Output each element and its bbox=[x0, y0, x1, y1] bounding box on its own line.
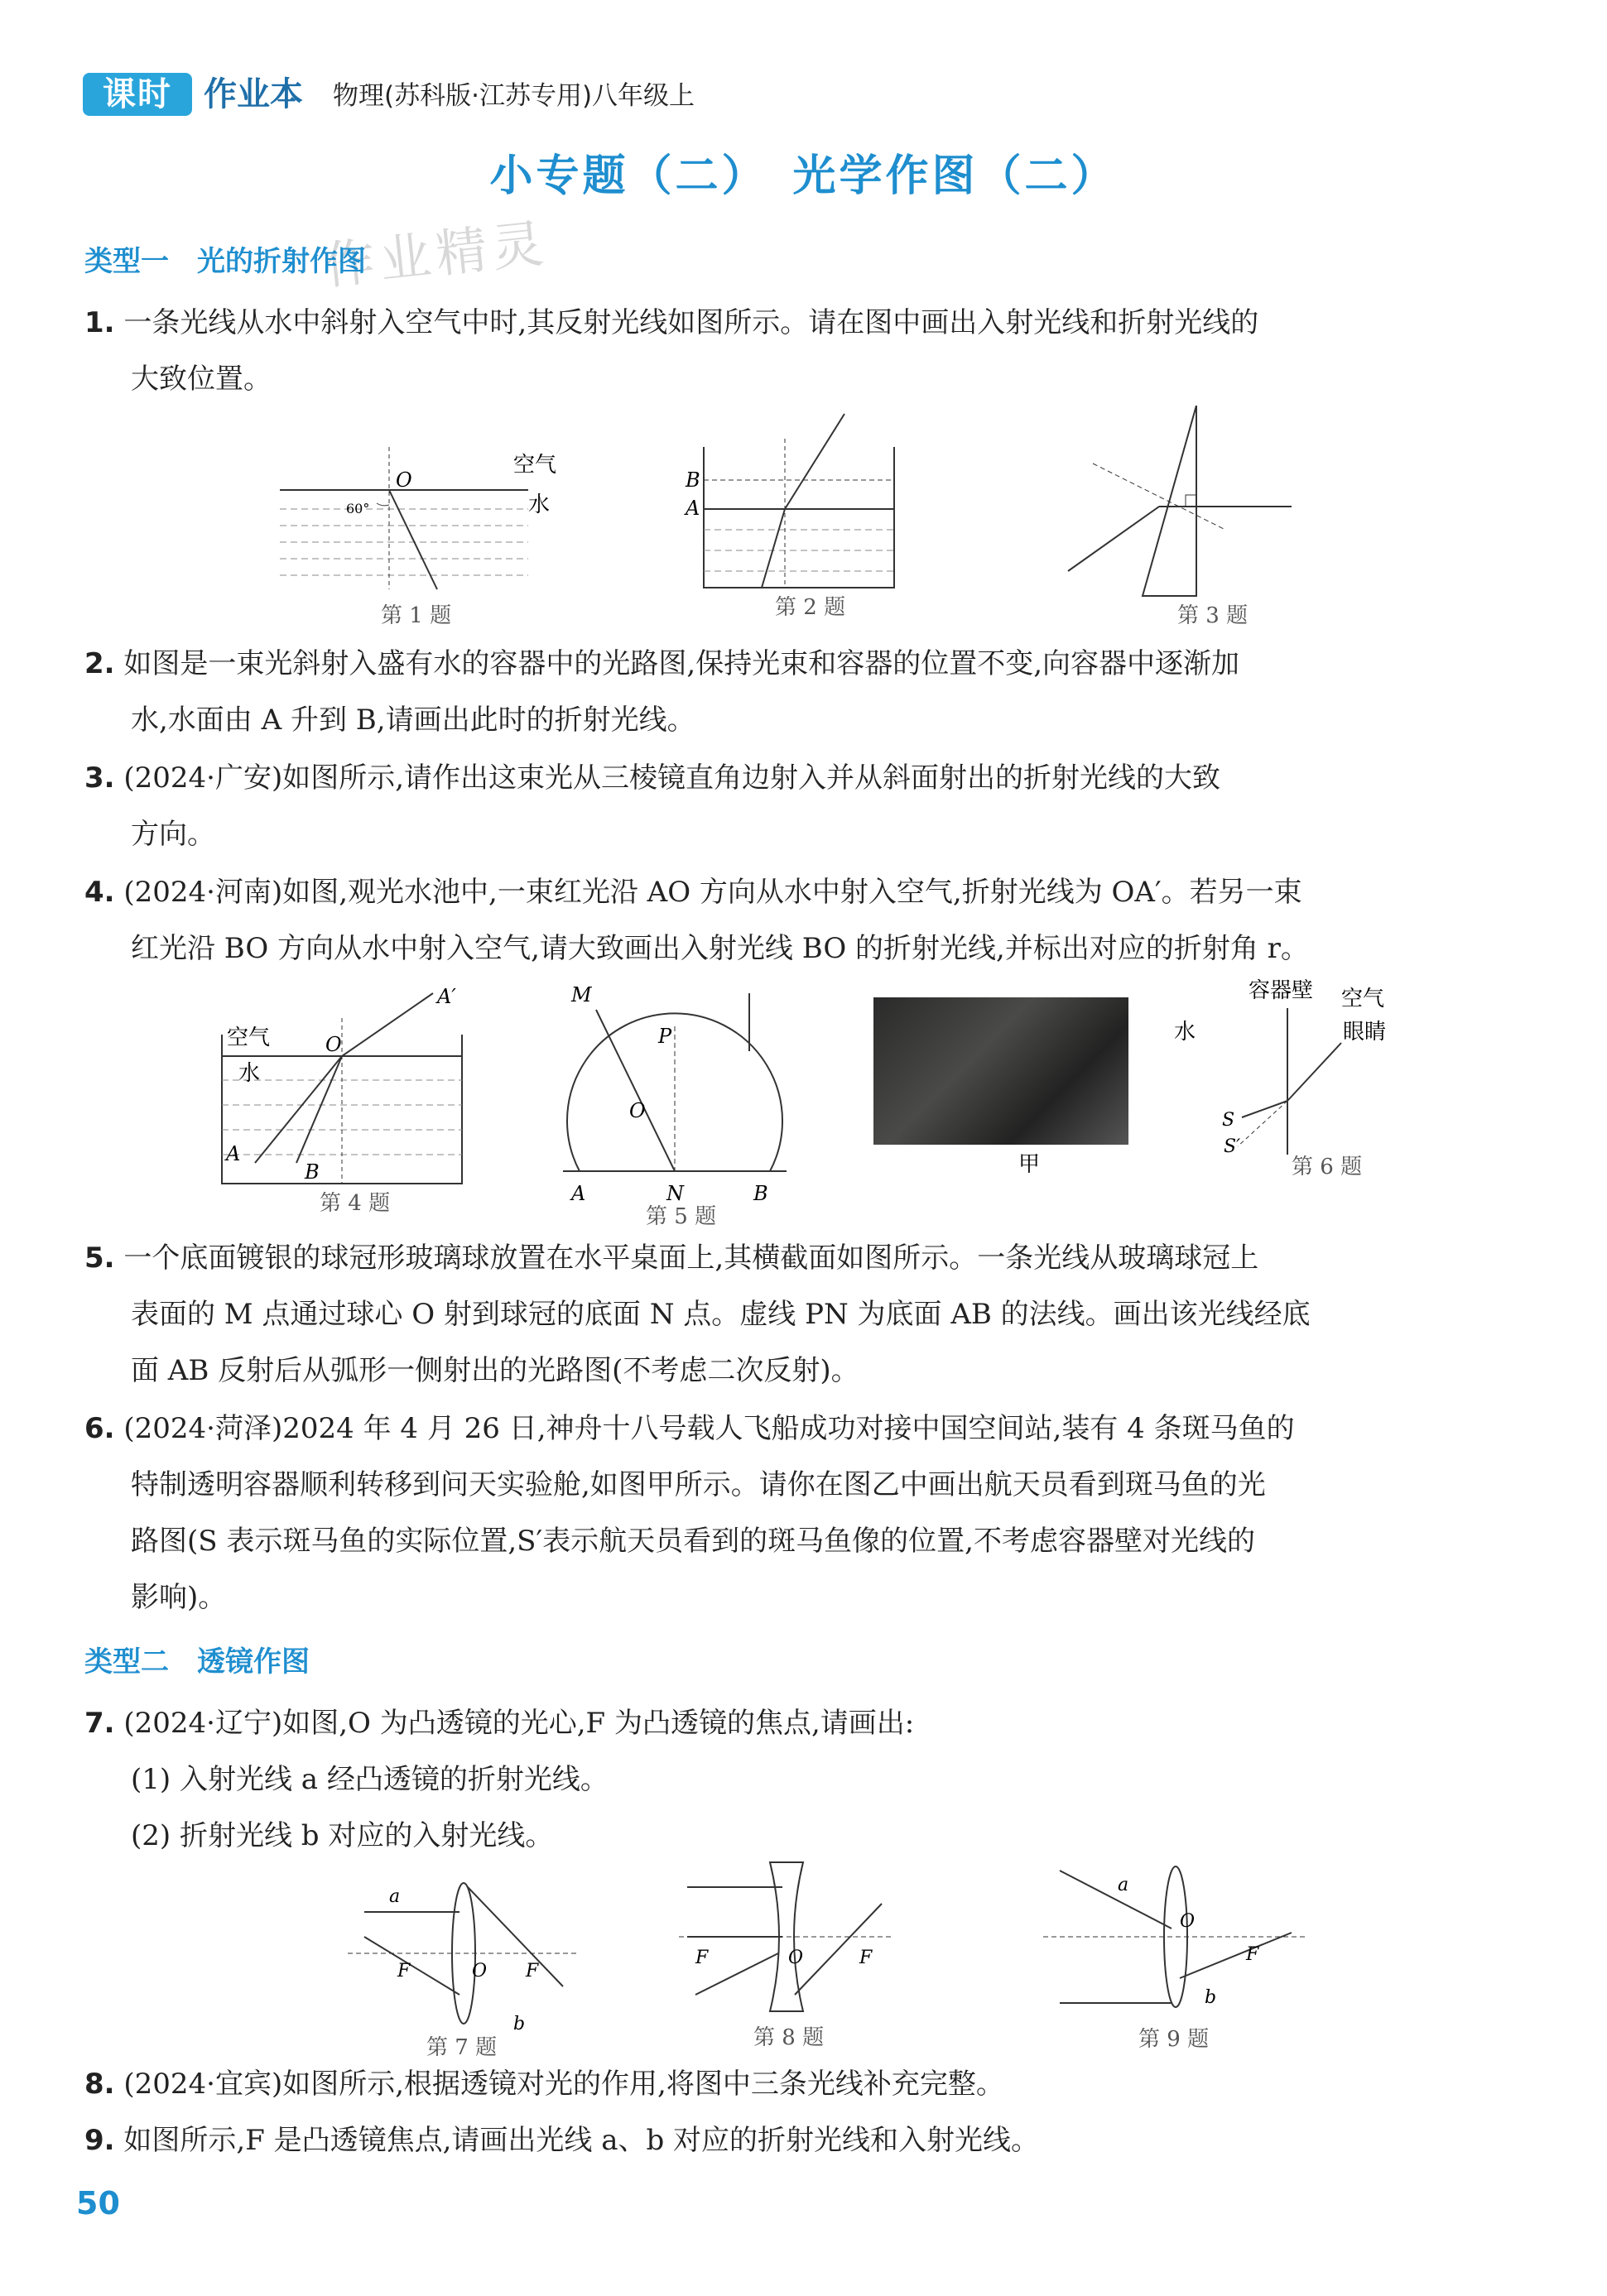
subject-label: 物理(苏科版·江苏专用)八年级上 bbox=[333, 81, 695, 111]
label-o: O bbox=[396, 468, 412, 492]
question-3 bbox=[84, 750, 1492, 862]
label-o: O bbox=[788, 1948, 804, 1968]
question-8 bbox=[84, 2056, 1492, 2112]
label-m: M bbox=[571, 983, 592, 1006]
label-b: b bbox=[513, 2014, 526, 2034]
label-a: A bbox=[571, 1182, 586, 1205]
question-text: 表面的 M 点通过球心 O 射到球冠的底面 N 点。虚线 PN 为底面 AB 的法线。画出该光线经底 bbox=[131, 1298, 1311, 1331]
figure-caption: 第 3 题 bbox=[1177, 603, 1249, 628]
figure-caption: 第 1 题 bbox=[381, 603, 452, 628]
label-wall: 容器壁 bbox=[1249, 978, 1314, 1003]
question-text: (2024·河南)如图,观光水池中,一束红光沿 AO 方向从水中射入空气,折射光线为 OA′。若另一束 bbox=[123, 876, 1302, 909]
page-title: 小专题（二） 光学作图（二） bbox=[489, 151, 1118, 201]
label-s: S bbox=[1222, 1110, 1235, 1131]
label-b: B bbox=[305, 1160, 320, 1184]
question-7 bbox=[84, 1695, 1492, 1864]
figure-caption: 第 6 题 bbox=[1292, 1155, 1363, 1179]
question-text: 面 AB 反射后从弧形一侧射出的光路图(不考虑二次反射)。 bbox=[131, 1354, 859, 1387]
label-f-right: F bbox=[859, 1948, 873, 1968]
zebrafish-container-photo bbox=[873, 997, 1128, 1145]
label-a-prime: A′ bbox=[437, 985, 456, 1008]
label-f: F bbox=[1246, 1944, 1259, 1965]
label-air: 空气 bbox=[1341, 987, 1385, 1011]
figure-row-3 bbox=[331, 1854, 1358, 2061]
label-a: a bbox=[1118, 1875, 1129, 1895]
question-text: (2024·辽宁)如图,O 为凸透镜的光心,F 为凸透镜的焦点,请画出: bbox=[123, 1707, 915, 1740]
label-a: A bbox=[226, 1142, 241, 1165]
label-b: B bbox=[686, 468, 700, 492]
page-number: 50 bbox=[76, 2185, 120, 2222]
question-9 bbox=[84, 2112, 1492, 2169]
label-water: 水 bbox=[528, 492, 551, 517]
question-text: 大致位置。 bbox=[131, 363, 272, 396]
figure-7 bbox=[348, 1883, 580, 2060]
figure-caption: 第 4 题 bbox=[320, 1191, 391, 1216]
label-a: a bbox=[389, 1886, 401, 1907]
figure-row-1 bbox=[265, 406, 1374, 637]
question-text: (2024·广安)如图所示,请作出这束光从三棱镜直角边射入并从斜面射出的折射光线的大致 bbox=[123, 761, 1221, 795]
figure-caption: 第 2 题 bbox=[775, 595, 846, 620]
question-text: 方向。 bbox=[131, 818, 215, 851]
label-jia: 甲 bbox=[1018, 1152, 1041, 1177]
label-b: b bbox=[1205, 1987, 1217, 2008]
question-number: 2. bbox=[84, 647, 115, 680]
label-air: 空气 bbox=[227, 1026, 271, 1050]
question-text: 如图所示,F 是凸透镜焦点,请画出光线 a、b 对应的折射光线和入射光线。 bbox=[123, 2124, 1040, 2157]
question-6 bbox=[84, 1400, 1492, 1626]
label-air: 空气 bbox=[513, 453, 557, 478]
label-o: O bbox=[472, 1961, 488, 1981]
question-number: 3. bbox=[84, 761, 115, 795]
question-number: 7. bbox=[84, 1707, 115, 1740]
question-number: 6. bbox=[84, 1412, 115, 1445]
question-number: 8. bbox=[84, 2068, 115, 2101]
label-o: O bbox=[629, 1099, 646, 1122]
figure-caption: 第 7 题 bbox=[426, 2035, 498, 2060]
label-n: N bbox=[666, 1182, 684, 1205]
figure-4 bbox=[222, 985, 462, 1216]
label-angle: 60° bbox=[346, 501, 370, 516]
label-p: P bbox=[658, 1025, 672, 1048]
label-water: 水 bbox=[1174, 1020, 1196, 1045]
question-2 bbox=[84, 636, 1492, 748]
question-part: (2) 折射光线 b 对应的入射光线。 bbox=[131, 1819, 554, 1852]
watermark: 作业精灵 bbox=[320, 212, 551, 296]
label-eye: 眼睛 bbox=[1343, 1020, 1387, 1045]
figure-1 bbox=[280, 447, 556, 628]
question-text: 水,水面由 A 升到 B,请画出此时的折射光线。 bbox=[131, 704, 695, 737]
figure-caption: 第 5 题 bbox=[646, 1204, 717, 1225]
label-f-right: F bbox=[526, 1961, 539, 1981]
question-text: 如图是一束光斜射入盛有水的容器中的光路图,保持光束和容器的位置不变,向容器中逐渐加 bbox=[123, 647, 1240, 680]
figure-caption: 第 9 题 bbox=[1138, 2027, 1210, 2052]
section-heading-1: 类型一 光的折射作图 bbox=[84, 245, 366, 278]
question-text: (2024·宜宾)如图所示,根据透镜对光的作用,将图中三条光线补充完整。 bbox=[123, 2068, 1004, 2101]
brand-logo: 课时 bbox=[83, 73, 192, 116]
question-1 bbox=[84, 295, 1492, 407]
question-text: 影响)。 bbox=[131, 1581, 227, 1614]
question-part: (1) 入射光线 a 经凸透镜的折射光线。 bbox=[131, 1763, 609, 1796]
figure-row-2 bbox=[199, 977, 1391, 1225]
label-water: 水 bbox=[238, 1061, 261, 1086]
label-o: O bbox=[1180, 1911, 1196, 1932]
figure-5 bbox=[563, 983, 787, 1225]
figure-2 bbox=[684, 414, 894, 620]
question-number: 5. bbox=[84, 1242, 115, 1275]
question-number: 4. bbox=[84, 876, 115, 909]
label-b: B bbox=[753, 1182, 768, 1205]
figure-caption: 第 8 题 bbox=[753, 2025, 825, 2050]
question-text: 红光沿 BO 方向从水中射入空气,请大致画出入射光线 BO 的折射光线,并标出对应的折射角 r。 bbox=[131, 932, 1309, 965]
question-4 bbox=[84, 864, 1492, 977]
figure-9 bbox=[1043, 1866, 1308, 2052]
label-a: A bbox=[686, 497, 700, 520]
question-text: (2024·菏泽)2024 年 4 月 26 日,神舟十八号载人飞船成功对接中国空间站,装有 4 条斑马鱼的 bbox=[123, 1412, 1295, 1445]
book-name: 作业本 bbox=[204, 75, 303, 113]
question-number: 9. bbox=[84, 2124, 115, 2157]
question-text: 一条光线从水中斜射入空气中时,其反射光线如图所示。请在图中画出入射光线和折射光线的 bbox=[123, 306, 1259, 339]
label-s-prime: S′ bbox=[1224, 1136, 1241, 1157]
section-heading-2: 类型二 透镜作图 bbox=[84, 1645, 310, 1679]
question-5 bbox=[84, 1230, 1492, 1399]
label-o: O bbox=[325, 1033, 342, 1056]
label-f-left: F bbox=[397, 1961, 411, 1981]
question-text: 路图(S 表示斑马鱼的实际位置,S′表示航天员看到的斑马鱼像的位置,不考虑容器壁对光线的 bbox=[131, 1525, 1255, 1558]
question-text: 特制透明容器顺利转移到问天实验舱,如图甲所示。请你在图乙中画出航天员看到斑马鱼的光 bbox=[131, 1468, 1266, 1501]
figure-8 bbox=[679, 1862, 894, 2050]
question-text: 一个底面镀银的球冠形玻璃球放置在水平桌面上,其横截面如图所示。一条光线从玻璃球冠上 bbox=[123, 1242, 1259, 1275]
label-f-left: F bbox=[695, 1948, 709, 1968]
figure-3 bbox=[1068, 406, 1292, 628]
question-number: 1. bbox=[84, 306, 115, 339]
